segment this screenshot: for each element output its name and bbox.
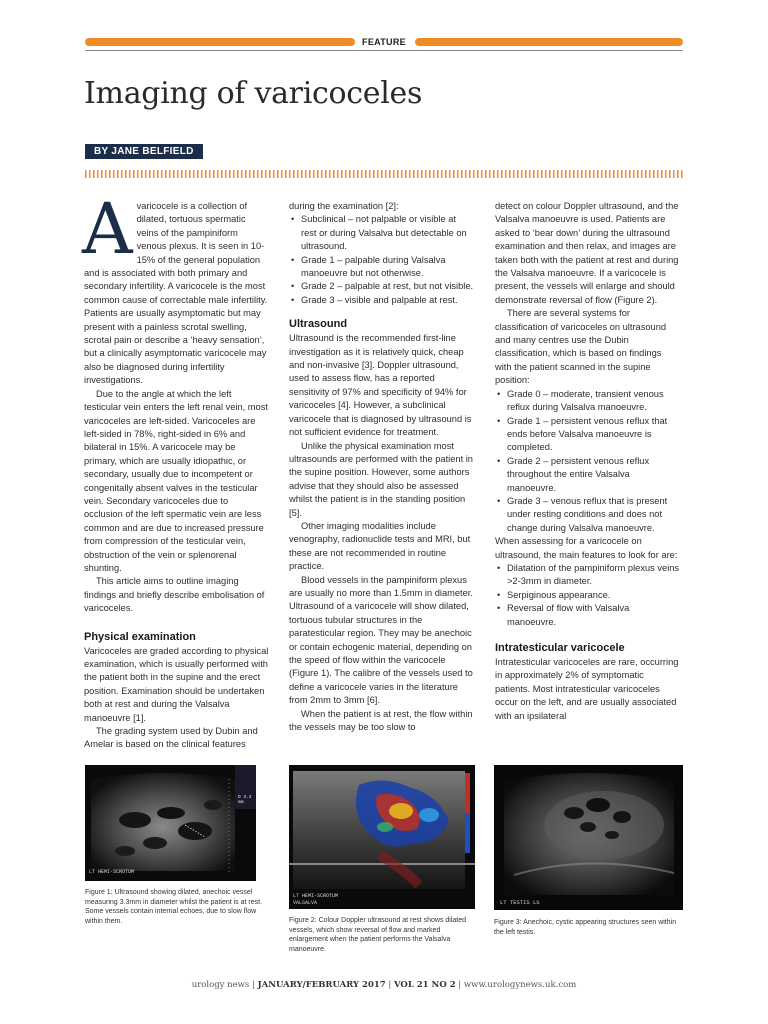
intro-paragraph: Avaricocele is a collection of dilated, tortuous spermatic veins of the pampiniform venous plexus. It is seen in 10-15% of the general population and is associated with both primary and secondary infertility. A varicocele is the most common cause of correctable male infertility. Patients are usually asymptomatic but may present with a painless scrotal swelling, scrotal pain or describe a ‘heavy sensation’, but a clinically asymptomatic varicocele may also be diagnosed during infertility investigations. bbox=[82, 188, 268, 386]
decorative-tick-rule bbox=[85, 170, 683, 178]
footer-issue: JANUARY/FEBRUARY 2017 bbox=[257, 980, 386, 990]
figure-1-caption: Figure 1: Ultrasound showing dilated, anechoic vessel measuring 3.3mm in diameter whilst the patient is at rest. Some vessels contain internal echoes, due to slow flow within them. bbox=[85, 889, 263, 925]
heading-physical-examination: Physical examination bbox=[84, 630, 196, 643]
paragraph: When the patient is at rest, the flow within the vessels may be too slow to bbox=[289, 708, 473, 733]
paragraph: This article aims to outline imaging findings and briefly describe embolisation of varicoceles. bbox=[84, 576, 265, 614]
figure-2-colour-doppler bbox=[289, 765, 475, 909]
column-1 bbox=[82, 188, 269, 752]
list-item: • Grade 3 – venous reflux that is present under resting conditions and does not change during Valsalva manoeuvre. bbox=[507, 495, 680, 535]
paragraph: When assessing for a varicocele on ultrasound, the main features to look for are: bbox=[495, 536, 678, 560]
figure-1-ultrasound bbox=[85, 765, 256, 881]
page-footer: urology news | JANUARY/FEBRUARY 2017 | VOL 21 NO 2 | www.urologynews.uk.com bbox=[191, 980, 577, 990]
image-label: LT HEMI-SCROTUM bbox=[89, 869, 135, 875]
paragraph: during the examination [2]: bbox=[289, 201, 399, 211]
list-item: • Grade 0 – moderate, transient venous reflux during Valsalva manoeuvre. bbox=[507, 388, 680, 415]
list-item: • Grade 1 – persistent venous reflux that ends before Valsalva manoeuvre is completed. bbox=[507, 415, 680, 455]
paragraph: Other imaging modalities include venography, radionuclide tests and MRI, but these are not recommended in routine practice. bbox=[289, 520, 471, 572]
column-2 bbox=[289, 200, 474, 734]
paragraph: Intratesticular varicoceles are rare, occurring in approximately 2% of symptomatic patients. Most intratesticular varicoceles occur on the left, and are usually associated with an ipsilateral bbox=[495, 657, 679, 721]
byline: BY JANE BELFIELD bbox=[85, 144, 203, 159]
header-bar bbox=[85, 38, 683, 47]
paragraph: Varicoceles are graded according to physical examination, which is usually performed with the patient both in the supine and the erect position. Examination should be undertaken both at rest and during the Valsalva manoeuvre [1]. bbox=[84, 645, 269, 723]
testis-ultrasound-image bbox=[494, 765, 683, 910]
paragraph: Blood vessels in the pampiniform plexus are usually no more than 1.5mm in diameter. Ultrasound of a varicocele will show dilated, tortuous tubular structures in the paratesticular region. They may be anechoic or contain echogenic material, depending on the speed of flow within the varicocele (Figure 1). The calibre of the vessels used to define a varicocele varies in the literature from 2mm to 3mm [6]. bbox=[289, 574, 473, 706]
dubin-list bbox=[495, 388, 680, 535]
footer-volume: VOL 21 NO 2 bbox=[393, 980, 456, 990]
list-item: • Grade 2 – persistent venous reflux throughout the entire Valsalva manoeuvre. bbox=[507, 455, 680, 495]
list-item: • Subclinical – not palpable or visible at rest or during Valsalva but detectable on ultrasound. bbox=[301, 213, 474, 253]
list-item: • Grade 2 – palpable at rest, but not visible. bbox=[301, 280, 474, 293]
paragraph: Due to the angle at which the left testicular vein enters the left renal vein, most varicoceles are left-sided. Varicoceles are left-sided in 78%, right-sided in 6% and bilateral in 15%. A varicocele may be primary, which are usually idiopathic, or secondary, usually due to incompetent or congenitally absent valves in the testicular vein. Secondary varicoceles due to occlusion of the left spermatic vein are less common and are due to increased pressure from compression of the testicular vein, obstruction of the vein or splenorenal shunting. bbox=[84, 388, 268, 573]
grading-list bbox=[289, 213, 474, 307]
paragraph: Ultrasound is the recommended first-line investigation as it is relatively quick, cheap and non-invasive [3]. Doppler ultrasound, used to assess flow, has a reported sensitivity of 97% and specificity of 94% for varicoceles [4]. However, a subclinical varicocele that is diagnosed by ultrasound is not sufficient evidence for treatment. bbox=[289, 333, 472, 438]
header-bar-right bbox=[415, 38, 683, 46]
image-label-valsalva: VALSALVA bbox=[293, 900, 318, 906]
list-item: • Dilatation of the pampiniform plexus veins >2-3mm in diameter. bbox=[507, 562, 680, 589]
paragraph: There are several systems for classification of varicoceles on ultrasound and many centres use the Dubin classification, which is based on findings with the patient scanned in the supine position: bbox=[495, 308, 667, 386]
footer-url[interactable]: www.urologynews.uk.com bbox=[463, 980, 577, 990]
figure-3-ultrasound bbox=[494, 765, 683, 910]
figure-3-caption: Figure 3: Anechoic, cystic appearing structures seen within the left testis. bbox=[494, 919, 677, 936]
paragraph: Unlike the physical examination most ultrasounds are performed with the patient in the supine position. However, some authors advise that they should also be assessed whilst the patient is in the standing position [5]. bbox=[289, 440, 473, 518]
list-item: • Reversal of flow with Valsalva manoeuvre. bbox=[507, 602, 680, 629]
paragraph: The grading system used by Dubin and Amelar is based on the clinical features bbox=[84, 726, 258, 750]
footer-publication: urology news bbox=[191, 980, 250, 990]
features-list bbox=[495, 562, 680, 629]
header-rule bbox=[85, 50, 683, 51]
list-item: • Serpiginous appearance. bbox=[507, 589, 680, 602]
ultrasound-image bbox=[85, 765, 256, 881]
figure-2-caption: Figure 2: Colour Doppler ultrasound at rest shows dilated vessels, which show reversal of flow and marked enlargement when the patient performs the Valsalva manoeuvre. bbox=[289, 917, 467, 953]
image-label: LT HEMI-SCROTUM bbox=[293, 893, 339, 899]
header-bar-left bbox=[85, 38, 355, 46]
heading-intratesticular-varicocele: Intratesticular varicocele bbox=[495, 642, 625, 654]
heading-ultrasound: Ultrasound bbox=[289, 318, 348, 331]
list-item: • Grade 3 – visible and palpable at rest. bbox=[301, 294, 474, 307]
column-3 bbox=[495, 200, 680, 723]
article-title: Imaging of varicoceles bbox=[84, 76, 423, 111]
paragraph: detect on colour Doppler ultrasound, and the Valsalva manoeuvre is used. Patients are asked to ‘bear down’ during the ultrasound examination and then relax, and images are taken both with the patient at rest and during the Valsalva manoeuvre. If a varicocele is present, the vessels will enlarge and should demonstrate reversal of flow (Figure 2). bbox=[495, 201, 679, 305]
image-label: LT TESTIS LS bbox=[500, 899, 540, 906]
section-label: FEATURE bbox=[356, 34, 412, 50]
measurement-readout: D 3.3 mm bbox=[238, 795, 252, 805]
doppler-image bbox=[289, 765, 475, 909]
drop-cap: A bbox=[82, 188, 133, 270]
list-item: • Grade 1 – palpable during Valsalva manoeuvre but not otherwise. bbox=[301, 254, 474, 281]
